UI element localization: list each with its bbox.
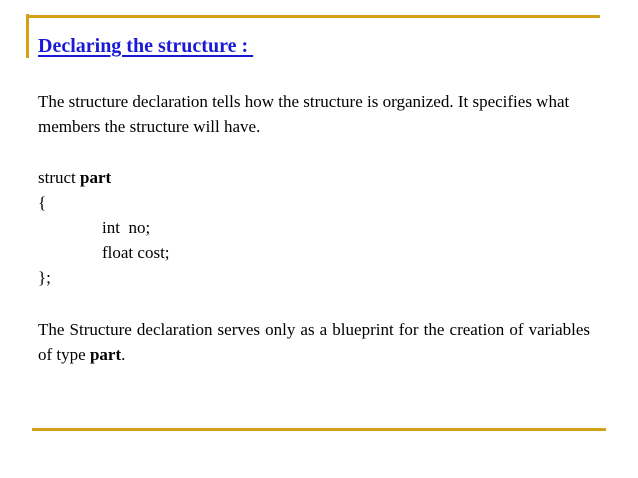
closing-period: .: [121, 345, 126, 364]
struct-header-line: [38, 165, 170, 190]
close-brace: };: [38, 268, 51, 287]
closing-emphasis: part: [89, 345, 122, 364]
intro-paragraph: The structure declaration tells how the structure is organized. It specifies what members the structure will have.: [38, 92, 570, 136]
closing-paragraph: [38, 317, 590, 367]
member-int-no: int no;: [102, 218, 151, 237]
closing-text: The Structure declaration serves only as a blueprint for the creation of variables of type: [38, 320, 590, 364]
struct-code-block: [38, 165, 170, 290]
left-decorative-rule: [26, 14, 29, 58]
struct-name: part: [80, 168, 112, 187]
top-decorative-rule: [28, 15, 600, 18]
member-float-cost: float cost;: [102, 243, 170, 262]
struct-keyword: struct: [38, 168, 81, 187]
open-brace: {: [38, 193, 47, 212]
bottom-decorative-rule: [32, 428, 606, 431]
slide-title: Declaring the structure :: [38, 35, 254, 57]
